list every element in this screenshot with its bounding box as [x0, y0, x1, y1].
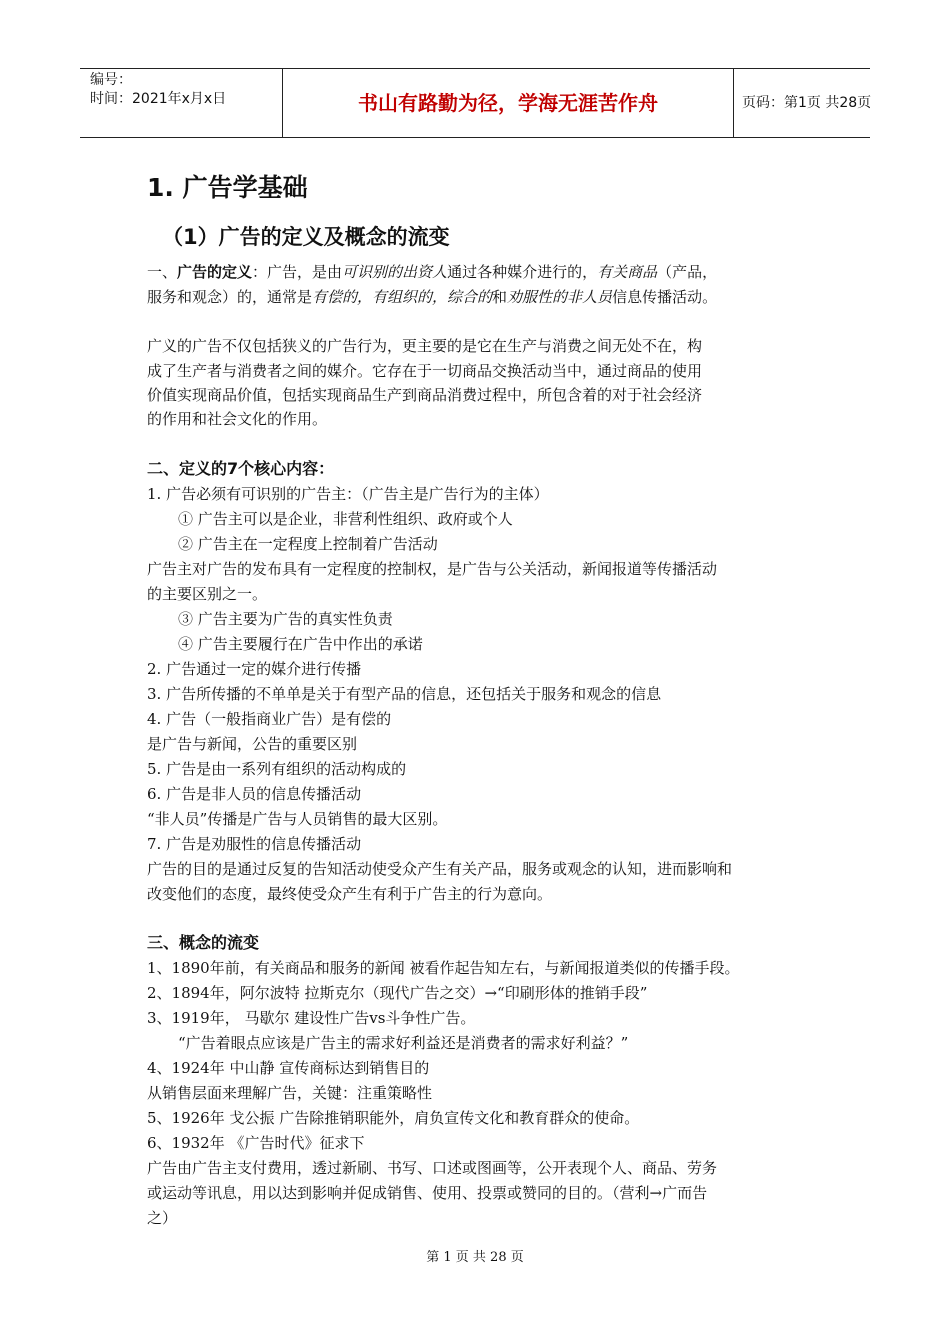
- core-line: ① 广告主可以是企业，非营利性组织、政府或个人: [178, 510, 513, 528]
- header-page-number: 页码：第1页 共28页: [742, 95, 872, 111]
- page-footer: 第 1 页 共 28 页: [426, 1250, 524, 1265]
- definition-text: 信息传播活动。: [612, 288, 718, 306]
- header-table: [80, 68, 870, 138]
- definition-line-1: [147, 262, 717, 282]
- definition-italic: 商品: [627, 263, 658, 281]
- page-title: 1. 广告学基础: [147, 173, 308, 202]
- definition-italic: 有关: [597, 263, 628, 281]
- core-line: ③ 广告主要为广告的真实性负责: [178, 610, 393, 628]
- header-info: [90, 71, 270, 109]
- core-line: 5. 广告是由一系列有组织的活动构成的: [147, 760, 407, 778]
- evolution-line: 5、1926年 戈公振 广告除推销职能外，肩负宣传文化和教育群众的使命。: [147, 1109, 640, 1127]
- number-label: 编号：: [90, 72, 132, 88]
- date-label: 时间：2021年x月x日: [90, 91, 227, 107]
- paragraph-line: 成了生产者与消费者之间的媒介。它存在于一切商品交换活动当中，通过商品的使用: [147, 362, 703, 380]
- evolution-line: 4、1924年 中山静 宣传商标达到销售目的: [147, 1059, 430, 1077]
- definition-line-2: [147, 287, 717, 307]
- definition-text: 和: [492, 288, 508, 306]
- core-line: 3. 广告所传播的不单单是关于有型产品的信息，还包括关于服务和观念的信息: [147, 685, 662, 703]
- core-line: 是广告与新闻，公告的重要区别: [147, 735, 358, 753]
- paragraph-line: 的作用和社会文化的作用。: [147, 410, 328, 428]
- core-line: “非人员”传播是广告与人员销售的最大区别。: [147, 810, 448, 828]
- paragraph-line: 价值实现商品价值，包括实现商品生产到商品消费过程中，所包含着的对于社会经济: [147, 386, 703, 404]
- evolution-line: 或运动等讯息，用以达到影响并促成销售、使用、投票或赞同的目的。（营利→广而告: [147, 1184, 708, 1202]
- core-heading: 二、定义的7个核心内容：: [147, 459, 335, 478]
- evolution-line: 之）: [147, 1209, 178, 1227]
- core-line: 改变他们的态度，最终使受众产生有利于广告主的行为意向。: [147, 885, 553, 903]
- definition-italic: 可识别的出资人: [342, 263, 448, 281]
- evolution-line: 广告由广告主支付费用，透过新刷、书写、口述或图画等，公开表现个人、商品、劳务: [147, 1159, 718, 1177]
- header-motto: 书山有路勤为径，学海无涯苦作舟: [282, 69, 734, 137]
- core-line: 4. 广告（一般指商业广告）是有偿的: [147, 710, 392, 728]
- evolution-line: 6、1932年 《广告时代》征求下: [147, 1134, 365, 1152]
- definition-text: ：广告，是由: [252, 263, 343, 281]
- paragraph-line: 广义的广告不仅包括狭义的广告行为，更主要的是它在生产与消费之间无处不在，构: [147, 337, 703, 355]
- evolution-heading: 三、概念的流变: [147, 933, 260, 952]
- core-line: 的主要区别之一。: [147, 585, 268, 603]
- core-line: 广告主对广告的发布具有一定程度的控制权，是广告与公关活动，新闻报道等传播活动: [147, 560, 718, 578]
- definition-italic: 劝服性的非人员: [507, 288, 613, 306]
- evolution-line: 2、1894年，阿尔波特 拉斯克尔（现代广告之交）→“印刷形体的推销手段”: [147, 984, 648, 1002]
- core-line: ② 广告主在一定程度上控制着广告活动: [178, 535, 438, 553]
- core-line: 2. 广告通过一定的媒介进行传播: [147, 660, 362, 678]
- evolution-line: 1、1890年前，有关商品和服务的新闻 被看作起告知左右，与新闻报道类似的传播手段。: [147, 959, 740, 977]
- definition-prefix: 一、: [147, 263, 178, 281]
- section-subtitle: （1）广告的定义及概念的流变: [162, 225, 450, 249]
- core-line: 1. 广告必须有可识别的广告主：（广告主是广告行为的主体）: [147, 485, 549, 503]
- core-line: 6. 广告是非人员的信息传播活动: [147, 785, 362, 803]
- definition-italic: 有偿的，有组织的，综合的: [312, 288, 493, 306]
- definition-text: （产品，: [657, 263, 718, 281]
- evolution-line: “广告着眼点应该是广告主的需求好利益还是消费者的需求好利益？”: [178, 1034, 629, 1052]
- core-line: 广告的目的是通过反复的告知活动使受众产生有关产品，服务或观念的认知，进而影响和: [147, 860, 733, 878]
- definition-text: 通过各种媒介进行的，: [447, 263, 598, 281]
- core-line: ④ 广告主要履行在广告中作出的承诺: [178, 635, 423, 653]
- core-line: 7. 广告是劝服性的信息传播活动: [147, 835, 362, 853]
- evolution-line: 3、1919年， 马歇尔 建设性广告vs斗争性广告。: [147, 1009, 476, 1027]
- definition-text: 服务和观念）的，通常是: [147, 288, 313, 306]
- evolution-line: 从销售层面来理解广告，关键：注重策略性: [147, 1084, 433, 1102]
- definition-label: 广告的定义: [177, 263, 253, 281]
